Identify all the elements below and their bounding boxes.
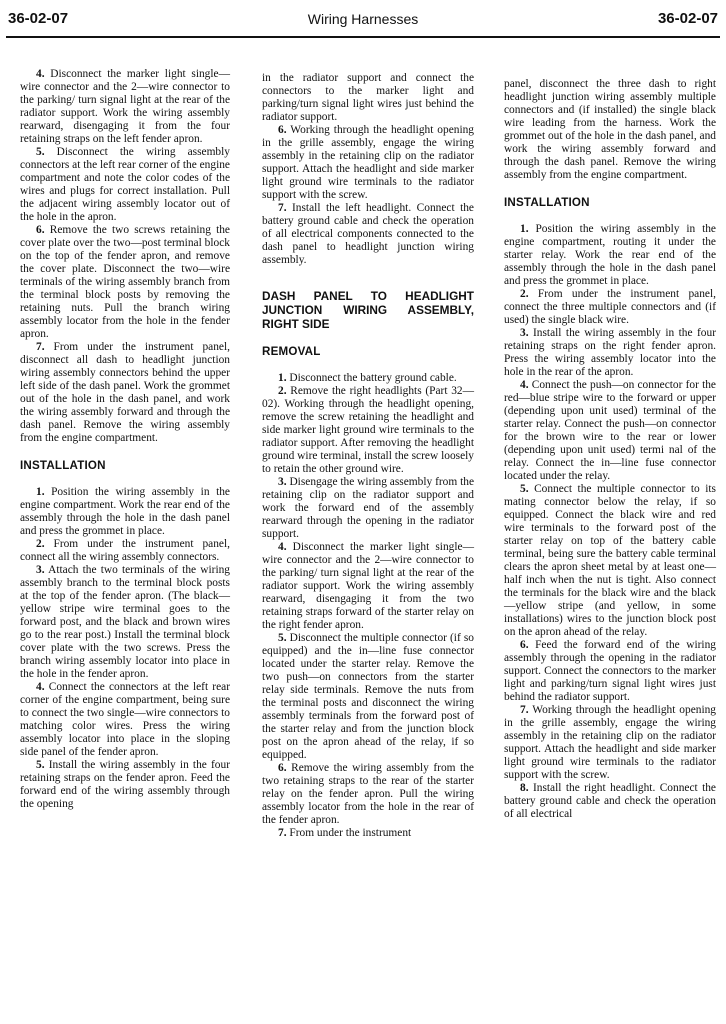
step-paragraph: 7. Working through the headlight opening in the grille assembly, engage the wiring assembly in the retaining clip on the radiator support. Attach the headlight and side marker light ground wire terminals to the radiator support with the screw. xyxy=(504,704,716,781)
step-paragraph: 5. Disconnect the wiring assembly connectors at the left rear corner of the engine compartment and note the color codes of the wires and plugs for correct installation. Pull the adjacent wiring assembly locator out of the hole in the apron. xyxy=(20,146,230,223)
step-paragraph: 2. Remove the right headlights (Part 32—02). Working through the headlight opening, remove the screw retaining the headlight and side marker light ground wire terminals to the radiator support. After removing the headlight ground wire terminal, install the screw loosely to retain the other ground wire. xyxy=(262,385,474,475)
step-paragraph: 6. Feed the forward end of the wiring assembly through the opening in the radiator support. Connect the connectors to the marker light and parking/turn signal light wires just behind the radiator support. xyxy=(504,639,716,703)
step-paragraph: 3. Install the wiring assembly in the four retaining straps on the right fender apron. Press the wiring assembly locator into the hole in the rear of the apron. xyxy=(504,327,716,378)
step-paragraph: 5. Disconnect the multiple connector (if so equipped) and the in—line fuse connector located under the starter relay. Remove the two push—on connectors from the starter relay side terminals. Remove the nuts from the terminal posts and disconnect the wiring assembly terminals from the forward post of the starter relay and from the junction block post on the apron ahead of the relay, if so equipped. xyxy=(262,632,474,761)
installation-heading: INSTALLATION xyxy=(504,196,590,209)
installation-heading: INSTALLATION xyxy=(20,459,106,472)
step-paragraph: 7. From under the instrument panel, disconnect all dash to headlight junction wiring assembly connectors behind the upper left side of the dash panel. Work the grommet out of the hole in the dash panel, and work the wiring assembly forward and through the dash panel. Remove the wiring assembly from the engine compartment. xyxy=(20,341,230,444)
step-paragraph: 2. From under the instrument panel, connect the three multiple connectors and (if used) the single black wire. xyxy=(504,288,716,326)
page-title: Wiring Harnesses xyxy=(307,11,419,27)
step-paragraph: 8. Install the right headlight. Connect the battery ground cable and check the operation of all electrical xyxy=(504,782,716,820)
column-left xyxy=(20,68,230,811)
step-paragraph: 6. Remove the two screws retaining the cover plate over the two—post terminal block on the top of the fender apron, and remove the cover plate. Disconnect the two—wire terminals of the wiring assembly branch from the terminal block posts by removing the retaining nuts. Pull the branch wiring assembly locator from the hole in the fender apron. xyxy=(20,224,230,340)
column-right xyxy=(504,78,716,821)
step-paragraph: 4. Connect the push—on connector for the red—blue stripe wire to the forward or upper (depending upon unit used) terminal of the starter relay. Connect the push—on connector for the brown wire to the rear or lower (depending upon unit used) termi nal of the relay. Connect the in—line fuse connector located under the relay. xyxy=(504,379,716,482)
section-heading: DASH PANEL TO HEADLIGHT JUNCTION WIRING ASSEMBLY, RIGHT SIDE xyxy=(262,289,474,331)
step-paragraph: 5. Install the wiring assembly in the four retaining straps on the fender apron. Feed the forward end of the wiring assembly through the opening xyxy=(20,759,230,810)
step-paragraph: 6. Remove the wiring assembly from the two retaining straps to the rear of the starter relay on the fender apron. Pull the wiring assembly locator from the hole in the rear of the fender apron. xyxy=(262,762,474,826)
header-rule xyxy=(6,36,720,38)
step-paragraph: 4. Disconnect the marker light single—wire connector and the 2—wire connector to the parking/ turn signal light at the rear of the radiator support. Work the wiring assembly rearward, disengaging it from the two retaining straps forward of the starter relay on the right fender apron. xyxy=(262,541,474,631)
step-paragraph: 4. Disconnect the marker light single—wire connector and the 2—wire connector to the parking/ turn signal light at the rear of the radiator support. Work the wiring assembly rearward, disengaging it from the four retaining straps on the left fender apron. xyxy=(20,68,230,145)
removal-heading: REMOVAL xyxy=(262,345,321,358)
step-paragraph: 3. Attach the two terminals of the wiring assembly branch to the terminal block posts at the top of the fender apron. (The black—yellow stripe wire terminal goes to the forward post, and the black and brown wires go to the rear post.) Install the terminal block cover plate with the two screws. Press the branch wiring assembly locator into place in the hole in the fender apron. xyxy=(20,564,231,680)
step-paragraph: 7. Install the left headlight. Connect the battery ground cable and check the operation of all electrical components connected to the dash panel to headlight junction wiring assembly. xyxy=(262,202,474,266)
continued-paragraph: in the radiator support and connect the connectors to the marker light and parking/turn signal light wires just behind the radiator support. xyxy=(262,72,474,123)
step-paragraph: 7. From under the instrument xyxy=(278,827,412,839)
step-paragraph: 6. Working through the headlight opening in the grille assembly, engage the wiring assembly in the retaining clip on the radiator support. Attach the headlight and side marker light ground wire terminals to the radiator support with the screw. xyxy=(262,124,474,201)
step-paragraph: 1. Position the wiring assembly in the engine compartment, routing it under the starter relay. Work the rear end of the assembly through the hole in the dash panel and press the grommet in place. xyxy=(504,223,716,287)
column-middle xyxy=(262,72,474,840)
step-paragraph: 3. Disengage the wiring assembly from the retaining clip on the radiator support and work the forward end of the assembly rearward through the opening in the radiator support. xyxy=(262,476,474,540)
step-paragraph: 1. Disconnect the battery ground cable. xyxy=(278,372,457,384)
page-header xyxy=(0,10,726,32)
section-code-left: 36-02-07 xyxy=(8,10,69,27)
step-paragraph: 5. Connect the multiple connector to its mating connector below the relay, if so equipped. Connect the black wire and red wire terminals to the forward post of the starter relay on top of the battery cable terminal, being sure the battery cable terminal clears the apron sheet metal by at least one—half inch when the nut is tight. Also connect the terminals for the black wire and the black—yellow stripe (and yellow, in some installations) wires to the junction block post on the apron ahead of the relay. xyxy=(504,483,716,638)
section-code-right: 36-02-07 xyxy=(657,10,718,27)
step-paragraph: 1. Position the wiring assembly in the engine compartment. Work the rear end of the assembly through the hole in the dash panel and press the grommet in place. xyxy=(20,486,230,537)
step-paragraph: 4. Connect the connectors at the left rear corner of the engine compartment, being sure to connect the two single—wire connectors to matching color wires. Press the wiring assembly locator into place in the sloping side panel of the fender apron. xyxy=(20,681,231,758)
continued-paragraph: panel, disconnect the three dash to right headlight junction wiring assembly multiple connectors and (if installed) the single black wire leading from the harness. Work the grommet out of the hole in the dash panel, and work the wiring assembly forward and through the dash panel. Remove the wiring assembly from the engine compartment. xyxy=(504,78,716,181)
step-paragraph: 2. From under the instrument panel, connect all the wiring assembly connectors. xyxy=(20,538,230,563)
